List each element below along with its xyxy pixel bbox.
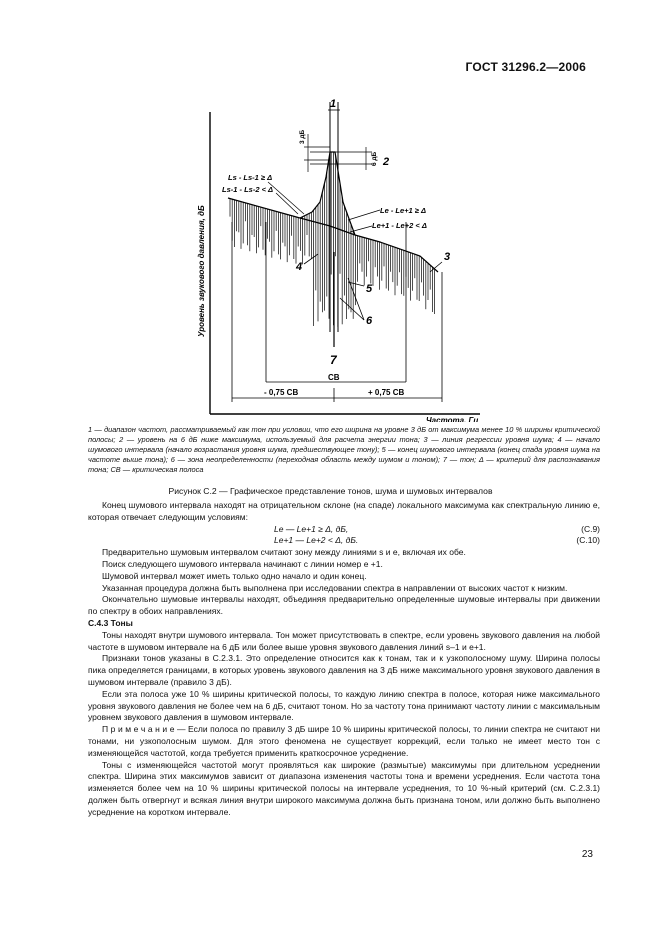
paragraph-4: Шумовой интервал может иметь только одно начало и один конец.: [102, 570, 367, 581]
label-1: 1: [330, 98, 337, 110]
label-4: 4: [296, 261, 303, 273]
formula-c10-number: (С.10): [576, 535, 600, 546]
formula-c9-number: (С.9): [581, 523, 600, 534]
figure-title: Рисунок С.2 — Графическое представление тонов, шума и шумовых интервалов: [168, 486, 493, 496]
formula-c9-expr: Le — Le+1 ≥ Δ, дБ,: [274, 523, 349, 534]
paragraph-11: Тоны с изменяющейся частотой могут проявляться как широкие (размытые) максимумы при длительном усреднении спектра. Ширина этих максимумов зависит от диапазона изменения частоты тона и времени усреднения. Если частота тона изменяется более чем на 10 % ширины критической полосы на интервале усреднения, то 10 %-ный критерий (см. С.2.3.1) должен быть отвергнут и всякая линия внутри широкого максимума должна быть признана тоном, или должно быть выполнено усреднение на коротком интервале.: [88, 759, 600, 817]
label-6db: 6 дБ: [371, 151, 378, 166]
paragraph-7: Тоны находят внутри шумового интервала. Тон может присутствовать в спектре, если уровень звукового давления на любой частоте в шумовом интервале на 6 дБ или более выше уровня звукового давления линий s–1 и e+1.: [88, 629, 600, 652]
label-6: 6: [366, 315, 373, 327]
paragraph-3: Поиск следующего шумового интервала начинают с линии номер e +1.: [102, 558, 383, 569]
body-text: [88, 500, 600, 819]
paragraph-10-note: П р и м е ч а н и е — Если полоса по правилу 3 дБ шире 10 % ширины критической полосы, то линии спектра не считают ни тонами, ни узкополосным шумом. Для этого феномена не существует коррекций, если только не имеет место тон с изменяющейся частотой, когда требуется применить краткосрочное усреднение.: [88, 724, 600, 758]
cond-left-1: Ls - Ls-1 ≥ Δ: [228, 173, 273, 182]
section-title: С.4.3 Тоны: [88, 617, 133, 628]
figure-legend: 1 — диапазон частот, рассматриваемый как тон при условии, что его ширина на уровне 3 дБ от максимума менее 10 % ширины критической полосы; 2 — уровень на 6 дБ ниже максимума, используемый для расчета энергии тона; 3 — линия регрессии уровня шума; 4 — начало шумового интервала (начало возрастания уровня шума, предшествующее тону); 5 — конец шумового интервала (конец спада уровня шума на частоте выше тона); 6 — зона неопределенности (переходная область между шумом и тоном); 7 — тон; Δ — критерий для распознавания тона; СВ — критическая полоса: [88, 425, 600, 474]
label-7: 7: [330, 353, 337, 367]
document-code: ГОСТ 31296.2—2006: [465, 60, 586, 74]
label-5: 5: [366, 283, 373, 295]
label-cb: СВ: [328, 373, 340, 382]
page-number: 23: [581, 849, 593, 860]
paragraph-8: Признаки тонов указаны в С.2.3.1. Это определение относится как к тонам, так и к узкополосному шуму. Ширина полосы пика определяется границами, в которых уровень звукового давления на 3 дБ ниже максимального уровня звукового давления в шумовом интервале (правило 3 дБ).: [88, 653, 600, 687]
spectrum-diagram: [180, 92, 490, 422]
label-3db: 3 дБ: [299, 129, 306, 144]
formula-c9: [88, 524, 600, 536]
label-minus075: - 0,75 СВ: [264, 388, 299, 397]
label-2: 2: [383, 156, 390, 168]
spectrum-figure: [180, 92, 490, 422]
label-plus075: + 0,75 СВ: [368, 388, 405, 397]
paragraph-5: Указанная процедура должна быть выполнена при исследовании спектра в направлении от высоких частот к низким.: [102, 582, 568, 593]
paragraph-2: Предварительно шумовым интервалом считают зону между линиями s и e, включая их обе.: [102, 547, 466, 558]
formula-c10: [88, 535, 600, 547]
paragraph-6: Окончательно шумовые интервалы находят, объединяя предварительно определенные шумовые интервалы при движении по спектру в обоих направлениях.: [88, 594, 600, 617]
formula-c10-expr: Le+1 — Le+2 < Δ, дБ.: [274, 535, 359, 546]
x-axis-label: Частота, Гц: [426, 416, 479, 422]
cond-right-1: Le - Le+1 ≥ Δ: [380, 206, 427, 215]
cond-left-2: Ls-1 - Ls-2 < Δ: [222, 185, 274, 194]
label-3: 3: [444, 251, 451, 263]
cond-right-2: Le+1 - Le+2 < Δ: [372, 221, 427, 230]
paragraph-1: Конец шумового интервала находят на отрицательном склоне (на спаде) локального максимума как спектральную линию e, которая отвечает следующим условиям:: [88, 500, 600, 522]
y-axis-label: Уровень звукового давления, дБ: [197, 205, 206, 337]
paragraph-9: Если эта полоса уже 10 % ширины критической полосы, то каждую линию спектра в полосе, которая ниже максимального уровня звукового давления не более чем на 6 дБ, считают тоном. Но за частоту тона принимают частоту линии с максимальным уровнем звукового давления в шумовом интервале.: [88, 688, 600, 723]
